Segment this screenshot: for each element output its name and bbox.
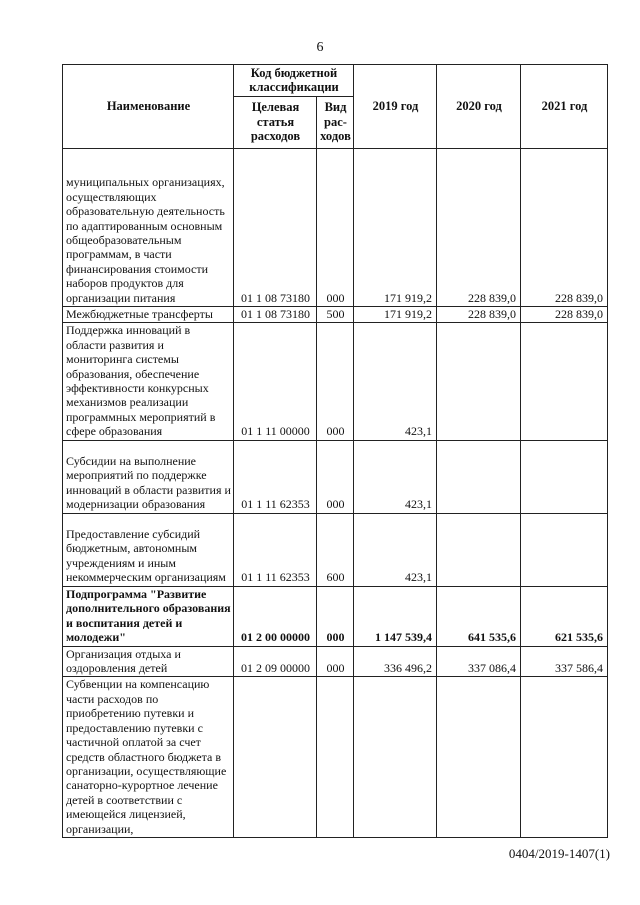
row-2021 bbox=[521, 440, 608, 513]
table-row bbox=[63, 677, 608, 837]
row-2020: 228 839,0 bbox=[437, 149, 521, 307]
row-2019: 336 496,2 bbox=[354, 646, 437, 677]
row-code: 01 1 11 62353 bbox=[234, 513, 317, 586]
row-2020 bbox=[437, 440, 521, 513]
row-2021: 228 839,0 bbox=[521, 149, 608, 307]
row-code: 01 2 09 00000 bbox=[234, 646, 317, 677]
row-2020: 337 086,4 bbox=[437, 646, 521, 677]
row-vid: 000 bbox=[317, 586, 354, 646]
table-row bbox=[63, 586, 608, 646]
document-code: 0404/2019-1407(1) bbox=[508, 846, 610, 861]
table-row bbox=[63, 323, 608, 440]
row-code: 01 1 11 62353 bbox=[234, 440, 317, 513]
row-name: Предоставление субсидий бюджетным, автономным учреждениям и иным некоммерческим организациям bbox=[63, 513, 234, 586]
row-2020 bbox=[437, 513, 521, 586]
row-vid: 000 bbox=[317, 440, 354, 513]
row-name: Поддержка инноваций в области развития и мониторинга системы образования, обеспечение эффективности конкурсных механизмов реализации программных мероприятий в сфере образования bbox=[63, 323, 234, 440]
row-2021: 337 586,4 bbox=[521, 646, 608, 677]
row-2019: 423,1 bbox=[354, 440, 437, 513]
table-row bbox=[63, 513, 608, 586]
row-vid bbox=[317, 677, 354, 837]
header-code-group: Код бюджетной классификации bbox=[234, 65, 354, 97]
header-type: Вид рас- ходов bbox=[317, 97, 354, 149]
row-vid: 000 bbox=[317, 149, 354, 307]
header-2020: 2020 год bbox=[437, 65, 521, 149]
row-name: Межбюджетные трансферты bbox=[63, 307, 234, 323]
row-name: Субвенции на компенсацию части расходов по приобретению путевки и предоставлению путевки с частичной оплатой за счет средств областного бюджета в организации, осуществляющие санаторно-курортное лечение детей в соответствии с имеющейся лицензией, организации, bbox=[63, 677, 234, 837]
row-vid: 600 bbox=[317, 513, 354, 586]
header-name: Наименование bbox=[63, 65, 234, 149]
row-2019: 423,1 bbox=[354, 323, 437, 440]
row-2020 bbox=[437, 323, 521, 440]
row-2021 bbox=[521, 323, 608, 440]
row-2021 bbox=[521, 513, 608, 586]
table-row bbox=[63, 149, 608, 307]
row-vid: 000 bbox=[317, 323, 354, 440]
row-code: 01 1 11 00000 bbox=[234, 323, 317, 440]
table-row bbox=[63, 646, 608, 677]
row-2021: 228 839,0 bbox=[521, 307, 608, 323]
row-2020 bbox=[437, 677, 521, 837]
row-2021 bbox=[521, 677, 608, 837]
row-2020: 228 839,0 bbox=[437, 307, 521, 323]
row-2019: 171 919,2 bbox=[354, 307, 437, 323]
row-name: муниципальных организациях, осуществляющих образовательную деятельность по адаптированным основным общеобразовательным программам, в части финансирования стоимости наборов продуктов для организации питания bbox=[63, 149, 234, 307]
row-code bbox=[234, 677, 317, 837]
row-2019 bbox=[354, 677, 437, 837]
row-2019: 423,1 bbox=[354, 513, 437, 586]
table-row bbox=[63, 307, 608, 323]
row-name: Организация отдыха и оздоровления детей bbox=[63, 646, 234, 677]
header-2021: 2021 год bbox=[521, 65, 608, 149]
row-code: 01 1 08 73180 bbox=[234, 307, 317, 323]
page-number: 6 bbox=[316, 40, 324, 55]
budget-table bbox=[62, 64, 608, 838]
row-2020: 641 535,6 bbox=[437, 586, 521, 646]
row-name: Подпрограмма "Развитие дополнительного образования и воспитания детей и молодежи" bbox=[63, 586, 234, 646]
table-row bbox=[63, 440, 608, 513]
row-2021: 621 535,6 bbox=[521, 586, 608, 646]
row-vid: 000 bbox=[317, 646, 354, 677]
row-2019: 171 919,2 bbox=[354, 149, 437, 307]
row-code: 01 1 08 73180 bbox=[234, 149, 317, 307]
row-code: 01 2 00 00000 bbox=[234, 586, 317, 646]
header-target: Целевая статья расходов bbox=[234, 97, 317, 149]
row-name: Субсидии на выполнение мероприятий по поддержке инноваций в области развития и модернизации образования bbox=[63, 440, 234, 513]
row-2019: 1 147 539,4 bbox=[354, 586, 437, 646]
header-2019: 2019 год bbox=[354, 65, 437, 149]
row-vid: 500 bbox=[317, 307, 354, 323]
